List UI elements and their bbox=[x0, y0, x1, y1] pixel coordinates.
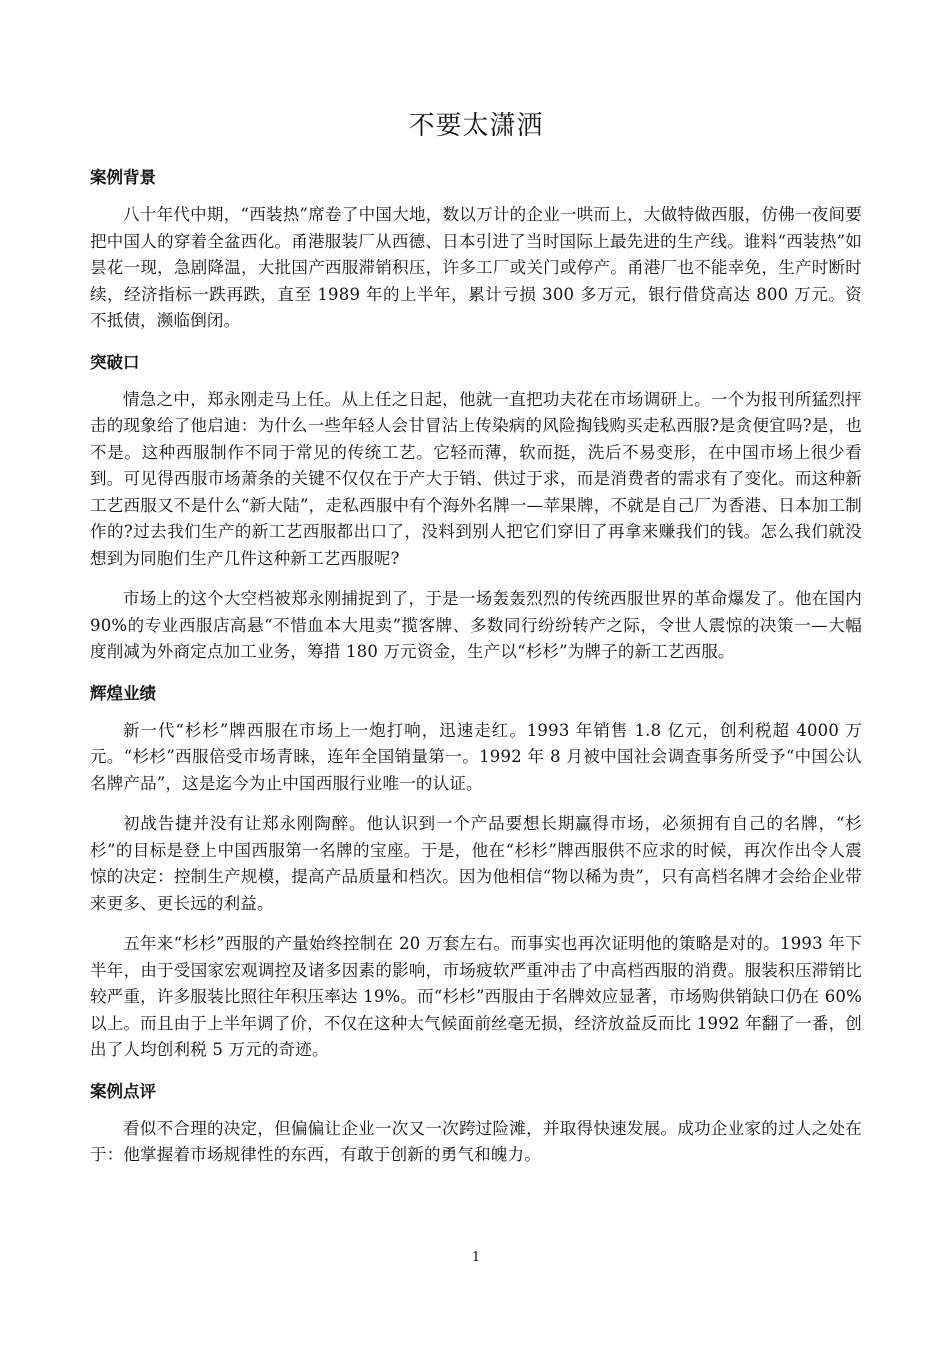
section-breakthrough bbox=[90, 349, 862, 666]
section-heading: 突破口 bbox=[90, 352, 140, 372]
paragraph: 市场上的这个大空档被郑永刚捕捉到了，于是一场轰轰烈烈的传统西服世界的革命爆发了。他在国内 90%的专业西服店高悬“不惜血本大甩卖”揽客牌、多数同行纷纷转产之际，令世人震惊的决策一—大幅度削减为外商定点加工业务，筹措 180 万元资金，生产以“杉杉”为牌子的新工艺西服。 bbox=[90, 589, 862, 661]
section-heading: 案例点评 bbox=[90, 1081, 156, 1101]
document-body bbox=[90, 164, 862, 1183]
paragraph: 八十年代中期，“西装热”席卷了中国大地，数以万计的企业一哄而上，大做特做西服，仿佛一夜间要把中国人的穿着全盆西化。甬港服装厂从西德、日本引进了当时国际上最先进的生产线。谁料“西装热”如昙花一现，急剧降温，大批国产西服滞销积压，许多工厂或关门或停产。甬港厂也不能幸免，生产时断时续，经济指标一跌再跌，直至 1989 年的上半年，累计亏损 300 多万元，银行借贷高达 800 万元。资不抵债，濒临倒闭。 bbox=[90, 205, 862, 330]
section-achievements bbox=[90, 680, 862, 1064]
paragraph: 情急之中，郑永刚走马上任。从上任之日起，他就一直把功夫花在市场调研上。一个为报刊所猛烈抨击的现象给了他启迪：为什么一些年轻人会甘冒沾上传染病的风险掏钱购买走私西服?是贪便宜吗?是，也不是。这种西服制作不同于常见的传统工艺。它轻而薄，软而挺，洗后不易变形，在中国市场上很少看到。可见得西服市场萧条的关键不仅仅在于产大于销、供过于求，而是消费者的需求有了变化。而这种新工艺西服又不是什么“新大陆”，走私西服中有个海外名牌一—苹果牌，不就是自己厂为香港、日本加工制作的?过去我们生产的新工艺西服都出口了，没料到别人把它们穿旧了再拿来赚我们的钱。怎么我们就没想到为同胞们生产几件这种新工艺西服呢? bbox=[90, 389, 862, 568]
paragraph: 初战告捷并没有让郑永刚陶醉。他认识到一个产品要想长期赢得市场，必须拥有自己的名牌，“杉杉”的目标是登上中国西服第一名牌的宝座。于是，他在“杉杉”牌西服供不应求的时候，再次作出令人震惊的决定：控制生产规模，提高产品质量和档次。因为他相信“物以稀为贵”，只有高档名牌才会给企业带来更多、更长远的利益。 bbox=[90, 814, 862, 913]
section-commentary bbox=[90, 1078, 862, 1169]
section-background bbox=[90, 164, 862, 335]
document-title: 不要太潇洒 bbox=[408, 111, 544, 141]
section-heading: 辉煌业绩 bbox=[90, 683, 156, 703]
page-number: 1 bbox=[471, 1250, 481, 1265]
paragraph: 五年来“杉杉”西服的产量始终控制在 20 万套左右。而事实也再次证明他的策略是对的。1993 年下半年，由于受国家宏观调控及诸多因素的影响，市场疲软严重冲击了中高档西服的消费。服装积压滞销比较严重，许多服装比照往年积压率达 19%。而“杉杉”西服由于名牌效应显著，市场购供销缺口仍在 60%以上。而且由于上半年调了价，不仅在这种大气候面前丝毫无损，经济放益反而比 1992 年翻了一番，创出了人均创利税 5 万元的奇迹。 bbox=[90, 934, 862, 1059]
paragraph: 新一代“杉杉”牌西服在市场上一炮打响，迅速走红。1993 年销售 1.8 亿元，创利税超 4000 万元。“杉杉”西服倍受市场青睐，连年全国销量第一。1992 年 8 月被中国社会调查事务所受予“中国公认名牌产品”，这是迄今为止中国西服行业唯一的认证。 bbox=[90, 720, 862, 793]
section-heading: 案例背景 bbox=[90, 168, 156, 187]
paragraph: 看似不合理的决定，但偏偏让企业一次又一次跨过险滩，并取得快速发展。成功企业家的过人之处在于：他掌握着市场规律性的东西，有敢于创新的勇气和魄力。 bbox=[90, 1118, 862, 1164]
